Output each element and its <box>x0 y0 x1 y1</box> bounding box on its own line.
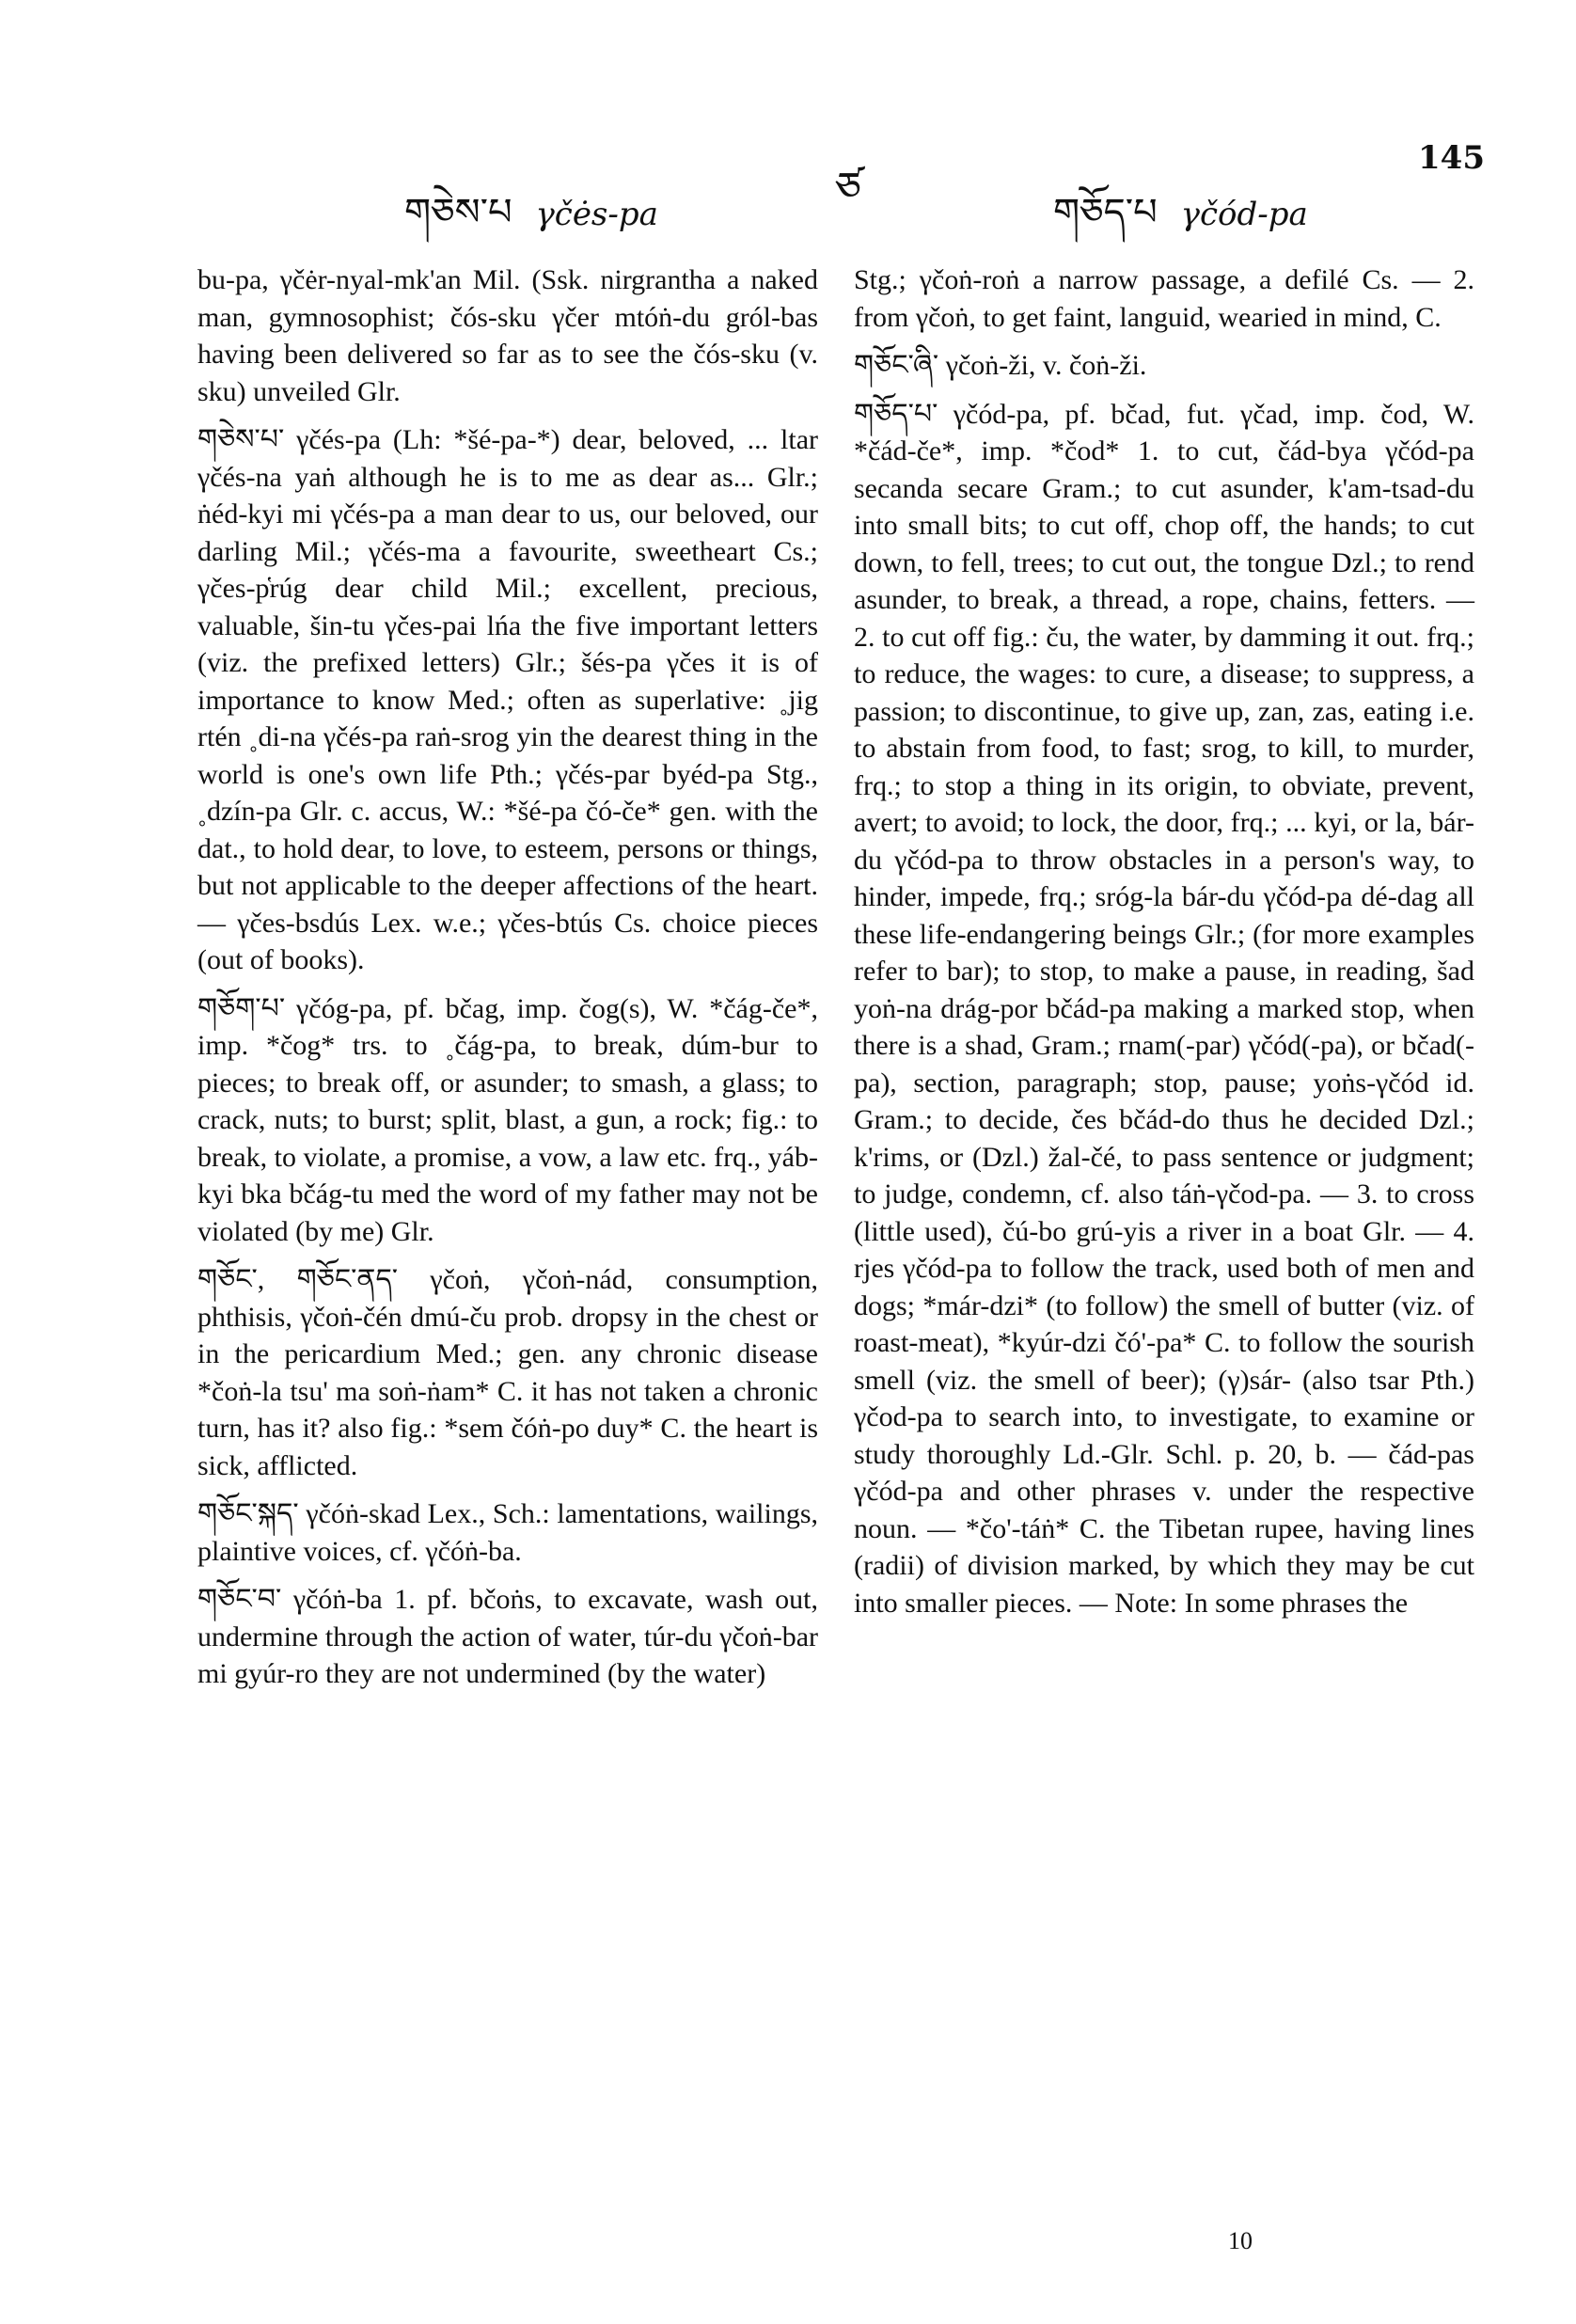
entry-gcong-skad: གཅོང་སྐད་ γčóṅ-skad Lex., Sch.: lamentations, wailings, plaintive voices, cf. γčóṅ-ba. <box>197 1498 818 1567</box>
entry-gcong-zhi: གཅོང་ཞི་ γčoṅ-ži, v. čoṅ-ži. <box>854 350 1147 381</box>
entry-gcod-pa: གཅོད་པ་ γčód-pa, pf. bčad, fut. γčad, imp. čod, W. *čád-če*, imp. *čod* 1. to cut, čád-bya γčód-pa secanda secare Gram.; to cut asunder, k'am-tsad-du into small bits; to cut off, chop off, the hands; to cut down, to fell, trees; to cut out, the tongue Dzl.; to rend asunder, to break, a thread, a rope, chains, fetters. — 2. to cut off fig.: ču, the water, by damming it out. frq.; to reduce, the wages: to cure, a disease; to suppress, a passion; to discontinue, to give up, zan, zas, eating i.e. to abstain from food, to fast; srog, to kill, to murder, frq.; to stop a thing in its origin, to obviate, prevent, avert; to avoid; to lock, the door, frq.; ... kyi, or la, bár-du γčód-pa to throw obstacles in a person's way, to hinder, impede, frq.; sróg-la bár-du γčód-pa dé-dag all these life-endangering beings Glr.; (for more examples refer to bar); to stop, to make a pause, in reading, šad yoṅ-na drág-por bčád-pa making a marked stop, when there is a shad, Gram.; rnam(-par) γčód(-pa), or bčad(-pa), section, paragraph; stop, pause; yoṅs-γčód id. Gram.; to decide, čes bčád-do thus he decided Dzl.; k'rims, or (Dzl.) žal-čé, to pass sentence or judgment; to judge, condemn, cf. also táṅ-γčod-pa. — 3. to cross (little used), čú-bo grú-yis a river in a boat Glr. — 4. rjes γčód-pa to follow the track, used both of men and dogs; *már-dzi* (to follow) the smell of butter (viz. of roast-meat), *kyúr-dzi čó'-pa* C. to follow the sourish smell (viz. the smell of beer); (γ)sár- (also tsar Pth.) γčod-pa to search into, to investigate, to examine or study thoroughly Ld.-Glr. Schl. p. 20, b. — čád-pas γčód-pa and other phrases v. under the respective noun. — *čo'-táṅ* C. the Tibetan rupee, having lines (radii) of division marked, by which they may be cut into smaller pieces. — Note: In some phrases the <box>854 398 1474 1619</box>
signature-mark: 10 <box>1228 2227 1253 2254</box>
entry-gces-pa: གཅེས་པ་ γčés-pa (Lh: *šé-pa-*) dear, beloved, ... ltar γčés-na yaṅ although he is to me as dear as... Glr.; ṅéd-kyi mi γčés-pa a man dear to us, our beloved, our darling Mil.; γčés-ma a favourite, sweetheart Cs.; γčes-p̔rúg dear child Mil.; excellent, precious, valuable, šin-tu γčes-pai lńa the five important letters (viz. the prefixed letters) Glr.; šés-pa γčes it is of importance to know Med.; often as superlative: ˳jig rtén ˳di-na γčés-pa raṅ-srog yin the dearest thing in the world is one's own life Pth.; γčés-par byéd-pa Stg., ˳dzín-pa Glr. c. accus, W.: *šé-pa čó-če* gen. with the dat., to hold dear, to love, to esteem, persons or things, but not applicable to the deeper affections of the heart. — γčes-bsdús Lex. w.e.; γčes-btús Cs. choice pieces (out of books). <box>197 424 818 975</box>
right-column <box>854 261 1474 1621</box>
letter-mark: ཙ <box>835 164 861 212</box>
entry-gcog-pa: གཅོག་པ་ γčóg-pa, pf. bčag, imp. čog(s), W. *čág-če*, imp. *čog* trs. to ˳čág-pa, to break, dúm-bur to pieces; to break off, or asunder; to smash, a glass; to crack, nuts; to burst; split, blast, a gun, a rock; fig.: to break, to violate, a promise, a vow, a law etc. frq., yáb-kyi bka bčág-tu med the word of my father may not be violated (by me) Glr. <box>197 992 818 1247</box>
running-head-right <box>1053 169 1308 276</box>
left-column <box>197 261 818 1693</box>
entry-gcong: གཅོང་, གཅོང་ནད་ γčoṅ, γčoṅ-nád, consumption, phthisis, γčoṅ-čén dmú-ču prob. dropsy in the chest or in the pericardium Med.; gen. any chronic disease *čoṅ-la tsu' ma soṅ-ṅam* C. it has not taken a chronic turn, has it? also fig.: *sem čóṅ-po duy* C. the heart is sick, afflicted. <box>197 1264 818 1481</box>
entry-text: bu-pa, γčėr-nyal-mk'an Mil. (Ssk. nirgrantha a naked man, gymnosophist; čós-sku γčer mtóṅ-du gról-bas having been delivered so far as to see the čós-sku (v. sku) unveiled Glr. <box>197 264 818 407</box>
page-number: 145 <box>1418 139 1485 177</box>
running-head-right-tibetan: གཅོད་པ <box>1053 191 1158 234</box>
running-head-left <box>404 169 658 276</box>
entry-text: Stg.; γčoṅ-roṅ a narrow passage, a defilé Cs. — 2. from γčoṅ, to get faint, languid, wearied in mind, C. <box>854 264 1474 333</box>
running-head-right-translit: γčód-pa <box>1180 196 1308 233</box>
entry-gcong-ba: གཅོང་བ་ γčóṅ-ba 1. pf. bčoṅs, to excavate, wash out, undermine through the action of water, túr-du γčoṅ-bar mi gyúr-ro they are not undermined (by the water) <box>197 1584 818 1689</box>
running-head-left-translit: γčės-pa <box>535 196 658 233</box>
running-head-left-tibetan: གཅེས་པ <box>404 191 512 234</box>
